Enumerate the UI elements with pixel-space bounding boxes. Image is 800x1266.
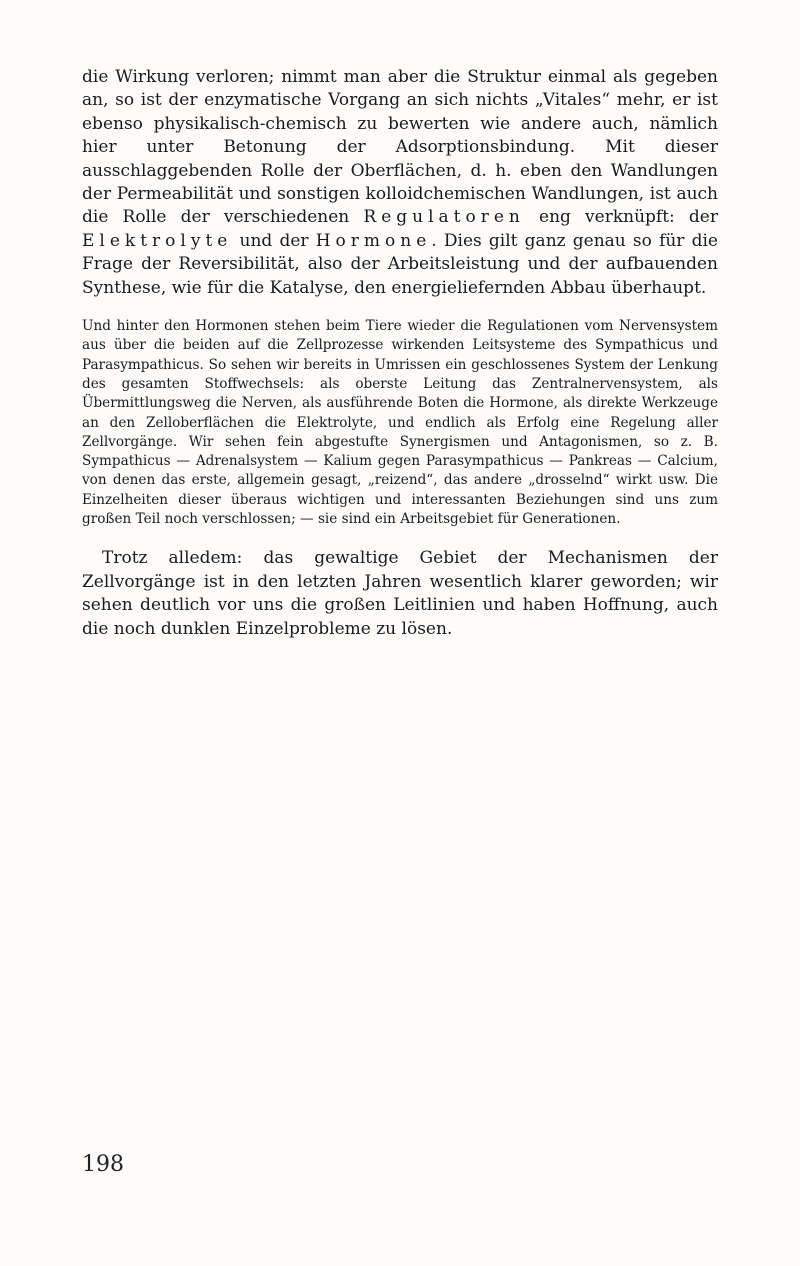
term-hormone: Hormone — [315, 230, 432, 251]
paragraph-1-text-d: . Dies gilt ganz genau so für die Frage der Reversibilität, also der Arbeitsleistung und der aufbauenden Synthese, wie für die Katalyse, den energieliefernden Abbau überhaupt. — [82, 230, 718, 298]
paragraph-1-text-b: eng verknüpft: der — [524, 207, 718, 228]
paragraph-1-text-a: die Wirkung verloren; nimmt man aber die Struktur einmal als gegeben an, so ist der enzymatische Vorgang an sich nichts „Vitales“ mehr, er ist ebenso physikalisch-chemisch zu bewerten wie andere auch, nämlich hier unter Betonung der Adsorptionsbindung. Mit dieser ausschlaggebenden Rolle der Oberflächen, d. h. eben den Wandlungen der Permeabilität und sonstigen kolloidchemischen Wandlungen, ist auch die Rolle der verschiedenen — [82, 67, 718, 228]
paragraph-1 — [82, 66, 718, 300]
paragraph-3: Trotz alledem: das gewaltige Gebiet der Mechanismen der Zellvorgänge ist in den letzten Jahren wesentlich klarer geworden; wir sehen deutlich vor uns die großen Leitlinien und haben Hoffnung, auch die noch dunklen Einzelprobleme zu lösen. — [82, 548, 718, 639]
paragraph-2: Und hinter den Hormonen stehen beim Tiere wieder die Regulationen vom Nervensystem aus über die beiden auf die Zellprozesse wirkenden Leitsysteme des Sympathicus und Parasympathicus. So sehen wir bereits in Umrissen ein geschlossenes System der Lenkung des gesamten Stoffwechsels: als oberste Leitung das Zentralnervensystem, als Übermittlungsweg die Nerven, als ausführende Boten die Hormone, als direkte Werkzeuge an den Zelloberflächen die Elektrolyte, und endlich als Erfolg eine Regelung aller Zellvorgänge. Wir sehen fein abgestufte Synergismen und Antagonismen, so z. B. Sympathicus — Adrenalsystem — Kalium gegen Parasympathicus — Pankreas — Calcium, von denen das erste, allgemein gesagt, „reizend“, das andere „drosselnd“ wirkt usw. Die Einzelheiten dieser überaus wichtigen und interessanten Beziehungen sind uns zum großen Teil noch verschlossen; — sie sind ein Arbeitsgebiet für Generationen. — [82, 318, 718, 528]
term-regulatoren: Regulatoren — [363, 207, 525, 228]
page-body — [82, 66, 718, 641]
term-elektrolyte: Elektrolyte — [82, 230, 233, 251]
paragraph-1-text-c: und der — [232, 230, 316, 251]
page-number: 198 — [82, 1152, 124, 1177]
